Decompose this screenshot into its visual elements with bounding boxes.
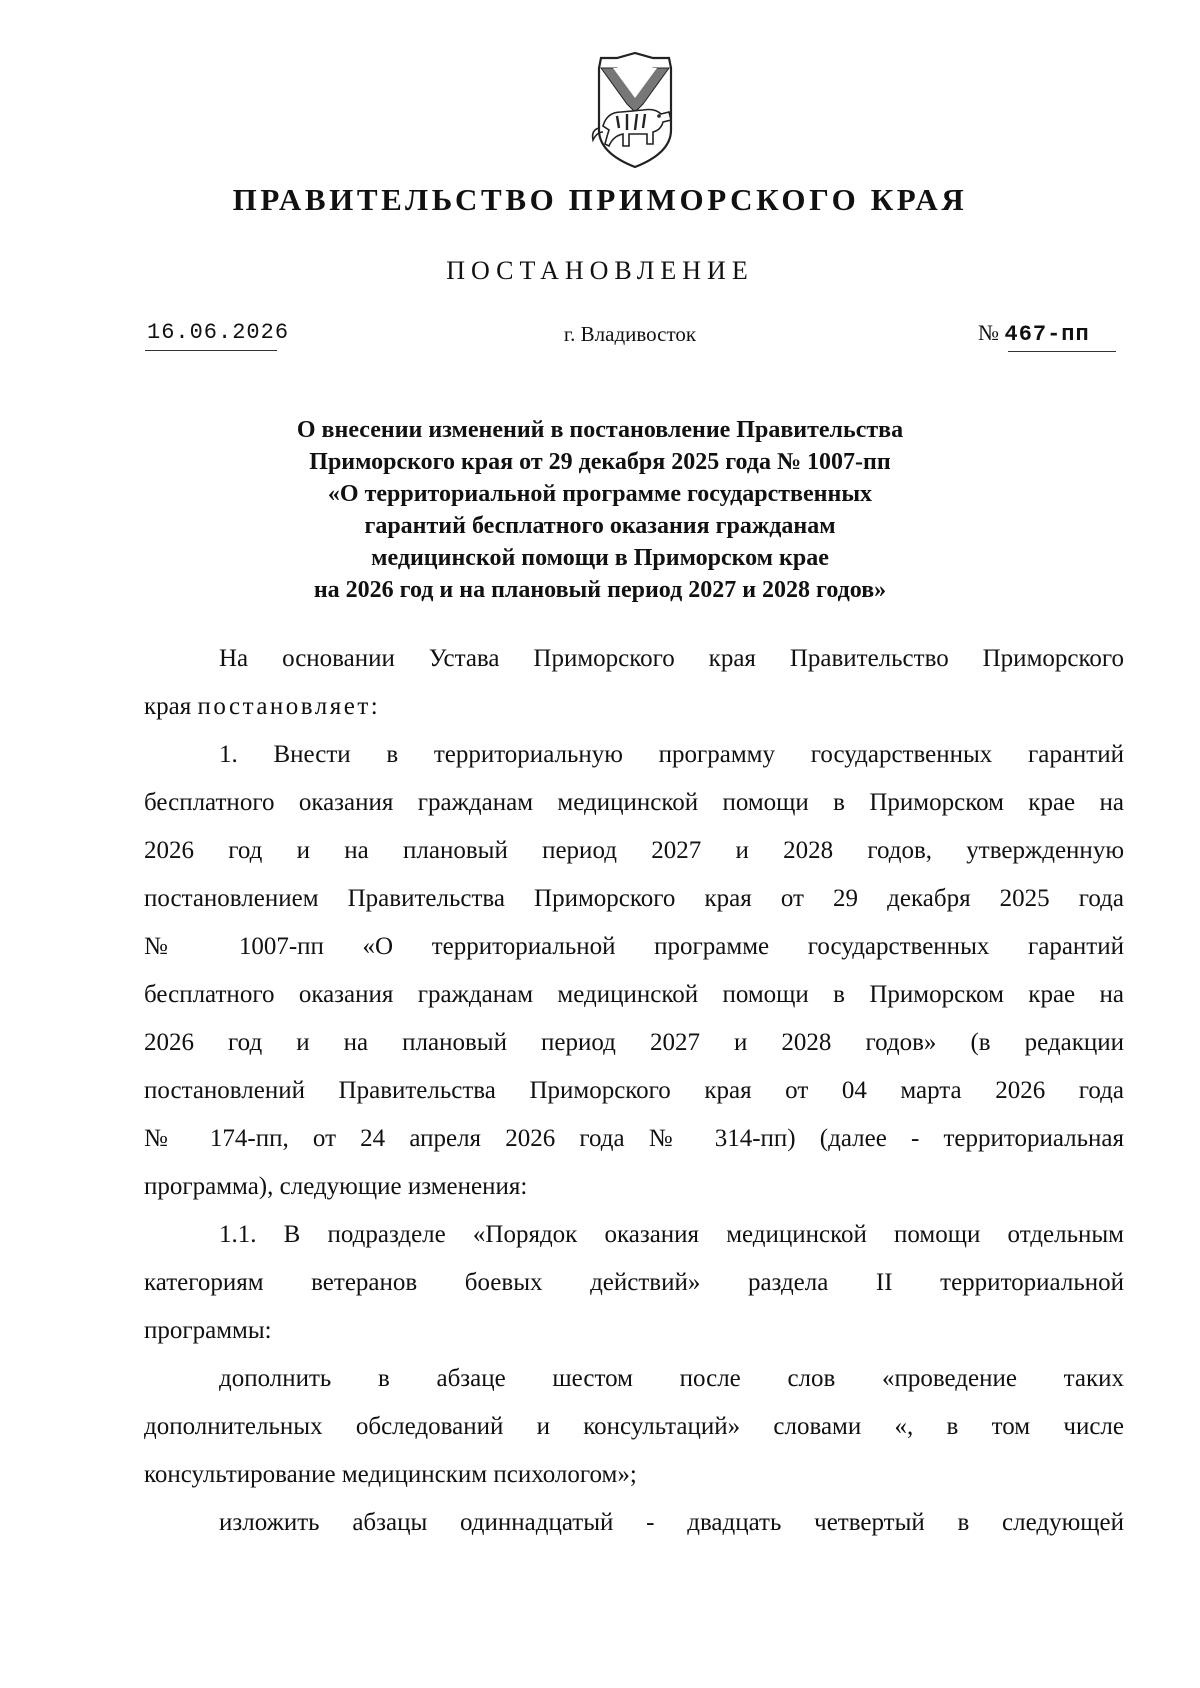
body-line: дополнить в абзаце шестом после слов «проведение таких: [219, 1365, 1124, 1392]
organization-title: ПРАВИТЕЛЬСТВО ПРИМОРСКОГО КРАЯ: [232, 182, 968, 217]
document-heading: [0, 414, 1200, 606]
body-text: края: [144, 693, 192, 720]
paragraph-1-1: [144, 1219, 1124, 1363]
body-line: бесплатного оказания гражданам медицинской помощи в Приморском крае на: [144, 981, 1124, 1008]
body-line: 1. Внести в территориальную программу государственных гарантий: [219, 741, 1124, 768]
body-line: [144, 691, 1124, 739]
number-value: 467-пп: [1004, 322, 1090, 347]
document-meta-row: [0, 320, 1200, 360]
document-number: [978, 320, 1090, 347]
body-line: программа), следующие изменения:: [144, 1173, 528, 1200]
body-line: бесплатного оказания гражданам медицинской помощи в Приморском крае на: [144, 789, 1124, 816]
number-prefix: №: [978, 320, 999, 345]
preamble-paragraph: [144, 643, 1124, 739]
body-line: 1.1. В подразделе «Порядок оказания медицинской помощи отдельным: [219, 1221, 1124, 1248]
document-date: 16.06.2026: [147, 320, 290, 345]
document-body: [144, 643, 1124, 1555]
body-line: постановлений Правительства Приморского края от 04 марта 2026 года: [144, 1077, 1124, 1104]
heading-line: на 2026 год и на плановый период 2027 и 2028 годов»: [313, 577, 887, 603]
heading-line: «О территориальной программе государственных: [327, 481, 873, 507]
body-line: № 174-пп, от 24 апреля 2026 года № 314-пп) (далее - территориальная: [144, 1125, 1124, 1152]
resolves-word: постановляет:: [197, 693, 381, 720]
body-line: № 1007-пп «О территориальной программе государственных гарантий: [144, 933, 1124, 960]
heading-line: медицинской помощи в Приморском крае: [371, 545, 829, 571]
body-line: 2026 год и на плановый период 2027 и 2028 годов» (в редакции: [144, 1029, 1124, 1056]
date-underline: [145, 350, 277, 351]
body-line: категориям ветеранов боевых действий» раздела II территориальной: [144, 1269, 1124, 1296]
heading-line: О внесении изменений в постановление Правительства: [296, 417, 904, 443]
body-line: 2026 год и на плановый период 2027 и 2028 годов, утвержденную: [144, 837, 1124, 864]
heading-line: гарантий бесплатного оказания гражданам: [364, 513, 836, 539]
coat-of-arms-icon: [583, 52, 688, 170]
body-line: дополнительных обследований и консультаций» словами «, в том числе: [144, 1413, 1124, 1440]
body-line: изложить абзацы одиннадцатый - двадцать четвертый в следующей: [219, 1509, 1124, 1536]
body-line: консультирование медицинским психологом»;: [144, 1461, 637, 1488]
number-underline: [1008, 351, 1116, 352]
paragraph-restate: [144, 1507, 1124, 1555]
paragraph-add: [144, 1363, 1124, 1507]
document-type: ПОСТАНОВЛЕНИЕ: [446, 256, 754, 285]
body-line: постановлением Правительства Приморского края от 29 декабря 2025 года: [144, 885, 1124, 912]
body-line: На основании Устава Приморского края Правительство Приморского: [219, 645, 1124, 672]
body-line: программы:: [144, 1317, 272, 1344]
paragraph-1: [144, 739, 1124, 1219]
heading-line: Приморского края от 29 декабря 2025 года № 1007-пп: [309, 449, 891, 475]
document-city: г. Владивосток: [563, 322, 697, 346]
